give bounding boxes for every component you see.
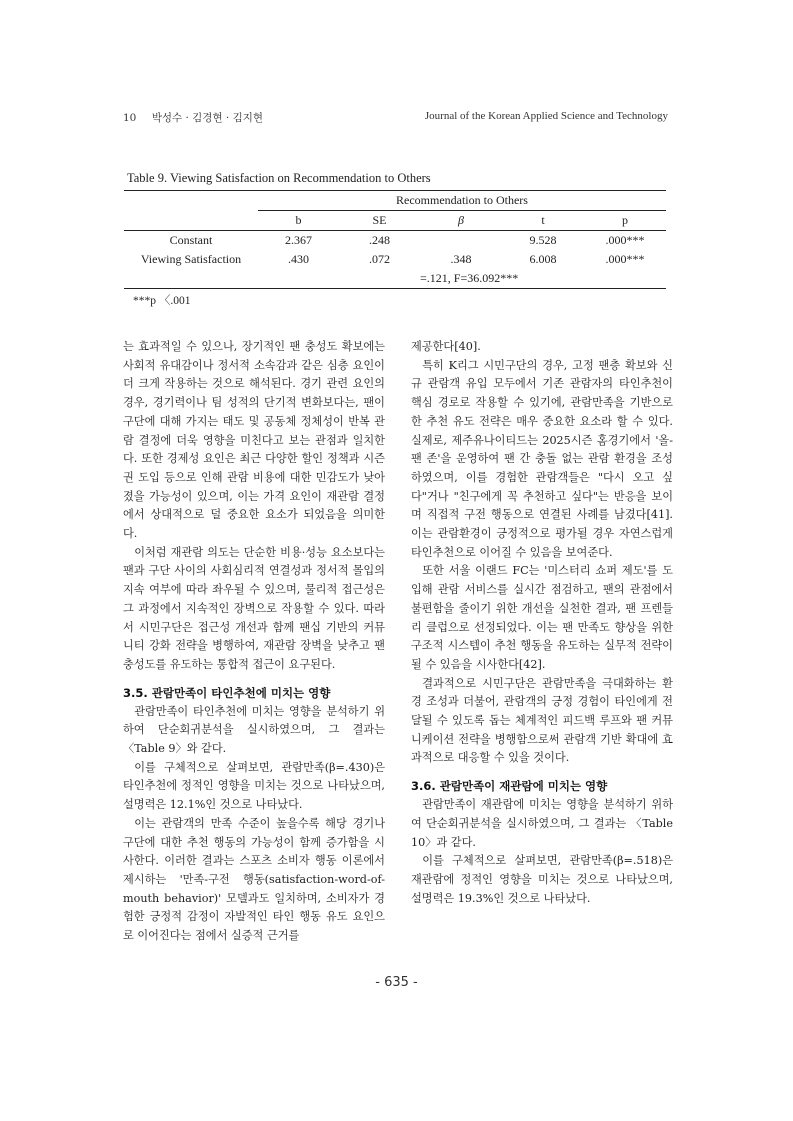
- header-authors: 박성수 · 김경현 · 김지현: [151, 112, 264, 124]
- table-corner: [124, 191, 258, 211]
- col-header-b: b: [258, 211, 339, 231]
- model-fit: =.121, F=36.092***: [420, 269, 666, 289]
- section-heading-3-5: 3.5. 관람만족이 타인추천에 미치는 영향: [123, 685, 331, 700]
- paragraph: 이를 구체적으로 살펴보면, 관람만족(β=.518)은 재관람에 정적인 영향을 미치는 것으로 나타났으며, 설명력은 19.3%인 것으로 나타났다.: [411, 854, 673, 905]
- paragraph: 이는 관람객의 만족 수준이 높을수록 해당 경기나 구단에 대한 추천 행동의 가능성이 함께 증가함을 시사한다. 이러한 결과는 스포츠 소비자 행동 이론에서 제시하는 '만족-구전 행동(satisfaction-word-of-mouth behavior)' 모델과도 일치하며, 소비자가 경험한 긍정적 감정이 자발적인 타인 행동 유도 요인으로 이어진다는 점에서 실증적 근거를: [123, 816, 385, 943]
- paragraph: 결과적으로 시민구단은 관람만족을 극대화하는 환경 조성과 더불어, 관람객의 긍정 경험이 타인에게 전달될 수 있도록 돕는 체계적인 피드백 루프와 팬 커뮤니케이션 전략을 병행함으로써 관람객 기반 확대에 효과적으로 대응할 수 있을 것이다.: [411, 676, 673, 765]
- header-journal: Journal of the Korean Applied Science and Technology: [424, 110, 668, 122]
- cell-se: .072: [369, 252, 390, 266]
- table-group-header: Recommendation to Others: [258, 191, 666, 211]
- fit-blank: [339, 269, 420, 289]
- cell-p: .000***: [605, 233, 645, 247]
- page-footer: - 635 -: [375, 975, 418, 990]
- fit-blank: [258, 269, 339, 289]
- table-fit-row: [124, 269, 666, 289]
- paragraph: 관람만족이 재관람에 미치는 영향을 분석하기 위하여 단순회귀분석을 실시하였으며, 그 결과는 〈Table 10〉과 같다.: [411, 798, 673, 849]
- table-caption: Table 9. Viewing Satisfaction on Recommendation to Others: [127, 171, 431, 185]
- header-left: [123, 110, 263, 125]
- table-group-row: [124, 191, 666, 211]
- fit-blank: [124, 269, 258, 289]
- paragraph: 이를 구체적으로 살펴보면, 관람만족(β=.430)은 타인추천에 정적인 영향을 미치는 것으로 나타났으며, 설명력은 12.1%인 것으로 나타났다.: [123, 760, 385, 812]
- cell-t: 6.008: [529, 252, 557, 266]
- paragraph: 관람만족이 타인추천에 미치는 영향을 분석하기 위하여 단순회귀분석을 실시하였으며, 그 결과는 〈Table 9〉와 같다.: [123, 704, 385, 756]
- col-header-beta: β: [420, 211, 502, 231]
- paragraph: 또한 서울 이랜드 FC는 '미스터리 쇼퍼 제도'를 도입해 관람 서비스를 실시간 점검하고, 팬의 관점에서 불편함을 줄이기 위한 개선을 실천한 결과, 팬 프렌들리 클럽으로 선정되었다. 이는 팬 만족도 향상을 위한 구조적 시스템이 추천 행동을 유도하는 실무적 전략이 될 수 있음을 시사한다[42].: [411, 564, 673, 671]
- table-row: [124, 250, 666, 269]
- regression-table: [124, 190, 666, 289]
- cell-p: .000***: [605, 252, 645, 266]
- cell-beta: [420, 231, 502, 251]
- cell-b: .430: [288, 252, 309, 266]
- paragraph: 이처럼 재관람 의도는 단순한 비용·성능 요소보다는 팬과 구단 사이의 사회심리적 연결성과 정서적 몰입의 지속 여부에 따라 좌우될 수 있으며, 물리적 접근성은 그 과정에서 지속적인 장벽으로 작용할 수 있다. 따라서 시민구단은 접근성 개선과 함께 팬십 기반의 커뮤니티 강화 전략을 병행하여, 재관람 장벽을 낮추고 팬 충성도를 유도하는 통합적 접근이 요구된다.: [123, 545, 385, 671]
- cell-beta: .348: [450, 252, 472, 266]
- cell-se: .248: [369, 233, 390, 247]
- row-label: Constant: [169, 233, 213, 247]
- paragraph: 특히 K리그 시민구단의 경우, 고정 팬층 확보와 신규 관람객 유입 모두에서 기존 관람자의 타인추천이 핵심 경로로 작용할 수 있기에, 관람만족을 기반으로 한 추천 유도 전략은 매우 중요한 요소라 할 수 있다. 실제로, 제주유나이티드는 2025시즌 홈경기에서 '올-팬 존'을 운영하여 팬 간 충돌 없는 관람 환경을 조성하였으며, 이를 경험한 관람객들은 "다시 오고 싶다"거나 "친구에게 꼭 추천하고 싶다"는 반응을 보이며 직접적 구전 행동으로 연결된 사례를 남겼다[41]. 이는 관람환경이 긍정적으로 평가될 경우 자연스럽게 타인추천으로 이어질 수 있음을 보여준다.: [411, 358, 673, 559]
- col-header-t: t: [502, 211, 584, 231]
- col-header-p: p: [584, 211, 666, 231]
- section-heading-3-6: 3.6. 관람만족이 재관람에 미치는 영향: [411, 779, 608, 794]
- paragraph: 는 효과적일 수 있으나, 장기적인 팬 충성도 확보에는 사회적 유대감이나 정서적 소속감과 같은 심층 요인이 더 크게 작용하는 것으로 해석된다. 경기 관련 요인의 경우, 경기력이나 팀 성적의 단기적 변화보다는, 팬이 구단에 대해 가지는 태도 및 공동체 정체성이 반복 관람 결정에 더욱 영향을 미친다고 보는 관점과 일치한다. 또한 경제성 요인은 최근 다양한 할인 정책과 시즌권 도입 등으로 인해 관람 비용에 대한 민감도가 낮아졌을 가능성이 있으며, 이는 가격 요인이 재관람 결정에서 상대적으로 덜 중요한 요소가 되었음을 의미한다.: [123, 340, 385, 541]
- header-page-number: 10: [123, 112, 137, 124]
- table-note: ***p 〈.001: [133, 295, 191, 307]
- table-row: [124, 231, 666, 251]
- right-column: [411, 338, 673, 908]
- paragraph: 제공한다[40].: [411, 340, 481, 353]
- cell-t: 9.528: [529, 233, 557, 247]
- left-column: [123, 338, 385, 946]
- table-header-blank: [124, 211, 258, 231]
- cell-b: 2.367: [285, 233, 312, 247]
- running-header: [123, 110, 668, 126]
- col-header-se: SE: [339, 211, 420, 231]
- row-label: Viewing Satisfaction: [140, 252, 242, 266]
- table-header-row: [124, 211, 666, 231]
